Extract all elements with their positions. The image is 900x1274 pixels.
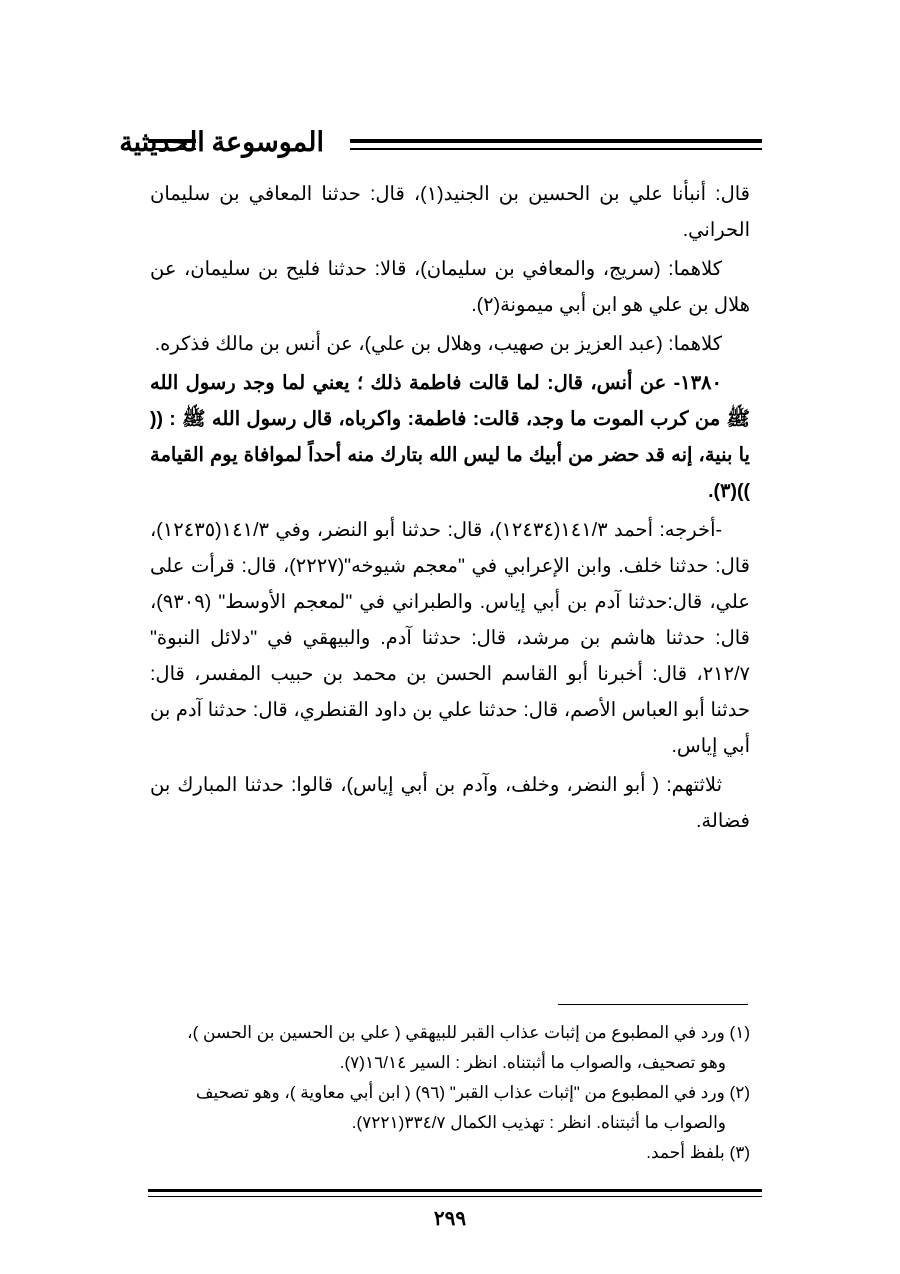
paragraph-summary: ثلاثتهم: ( أبو النضر، وخلف، وآدم بن أبي إياس)، قالوا: حدثنا المبارك بن فضالة. xyxy=(150,774,750,832)
hadith-text: ١٣٨٠- عن أنس، قال: لما قالت فاطمة ذلك ؛ يعني لما وجد رسول الله ﷺ من كرب الموت ما وجد، قالت: فاطمة: واكرباه، قال رسول الله ﷺ : (( يا بنية، إنه قد حضر من أبيك ما ليس الله بتارك منه أحداً لموافاة يوم القيامة ))(٣). xyxy=(150,372,750,502)
header-title: الموسوعة الحديثية xyxy=(119,127,324,157)
footnote-separator xyxy=(558,1004,748,1005)
footnote-1: (١) ورد في المطبوع من إثبات عذاب القبر للبيهقي ( علي بن الحسين بن الحسن )، xyxy=(187,1023,750,1042)
paragraph-isnad-1: قال: أنبأنا علي بن الحسين بن الجنيد(١)، قال: حدثنا المعافي بن سليمان الحراني. xyxy=(150,183,751,241)
header-rule-left xyxy=(148,139,196,150)
footnotes xyxy=(150,1018,750,1168)
header-rule-right xyxy=(350,139,762,150)
paragraph-takhrij: -أخرجه: أحمد ١٤١/٣(١٢٤٣٤)، قال: حدثنا أبو النضر، وفي ١٤١/٣(١٢٤٣٥)، قال: حدثنا خلف. وابن الإعرابي في "معجم شيوخه"(٢٢٢٧)، قال: قرأت على علي، قال:حدثنا آدم بن أبي إياس. والطبراني في "لمعجم الأوسط" (٩٣٠٩)، قال: حدثنا هاشم بن مرشد، قال: حدثنا آدم. والبيهقي في "دلائل النبوة" ٢١٢/٧، قال: أخبرنا أبو القاسم الحسن بن محمد بن حبيب المفسر، قال: حدثنا أبو العباس الأصم، قال: حدثنا علي بن داود القنطري، قال: حدثنا آدم بن أبي إياس. xyxy=(150,519,750,757)
footnote-1-continued: وهو تصحيف، والصواب ما أثبتناه. انظر : السير ١٦/١٤(٧). xyxy=(339,1053,726,1072)
page-number: ٢٩٩ xyxy=(433,1208,467,1230)
running-header xyxy=(119,124,762,164)
paragraph-isnad-2: كلاهما: (سريج، والمعافي بن سليمان)، قالا: حدثنا فليح بن سليمان، عن هلال بن علي هو ابن أبي ميمونة(٢). xyxy=(150,258,750,316)
footnote-2-continued: والصواب ما أثبتناه. انظر : تهذيب الكمال ٣٣٤/٧(٧٢٢١). xyxy=(351,1113,726,1132)
footnote-3: (٣) بلفظ أحمد. xyxy=(646,1143,750,1162)
footer-rule xyxy=(148,1189,762,1197)
paragraph-isnad-3: كلاهما: (عبد العزيز بن صهيب، وهلال بن علي)، عن أنس بن مالك فذكره. xyxy=(154,333,722,355)
main-text xyxy=(150,176,750,842)
footnote-2: (٢) ورد في المطبوع من "إثبات عذاب القبر" (٩٦) ( ابن أبي معاوية )، وهو تصحيف xyxy=(195,1083,750,1102)
